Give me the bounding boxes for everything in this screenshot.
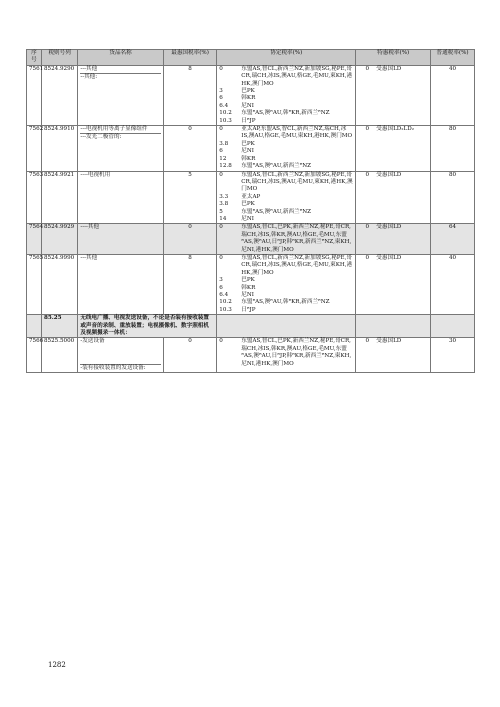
conventional-rate-value: 0: [219, 254, 223, 261]
row-code: 8524.9921: [41, 171, 77, 224]
row-mfn: 5: [163, 171, 216, 224]
conventional-rate-value: 0: [219, 65, 223, 72]
conventional-rate-value: 3.3: [219, 193, 229, 200]
conventional-rate-parties: 东盟AS,智CL,新西兰NZ,新加坡SG,秘PE,哥CR,瑞CH,冰IS,澳AU,格GE,毛MU,柬KH,港HK,澳门MO: [241, 65, 353, 87]
row-name: -发送设备: [80, 338, 105, 345]
conventional-rate-parties: 韩KR: [241, 95, 256, 102]
conventional-rate-parties: 尼NI: [241, 292, 254, 298]
heading-seq: [27, 315, 42, 338]
row-conventional: [217, 65, 356, 125]
heading-description: 无线电广播、电视发送设备，不论是否装有接收装置或声音的录制、重放装置；电视摄像机、数字照相机及视频摄录一体机：: [78, 315, 217, 338]
header-general: 普通税率(%): [431, 50, 475, 66]
conventional-rate-parties: 亚太AP,东盟AS,智CL,新西兰NZ,瑞CH,冰IS,澳AU,格GE,毛MU,柬KH,港HK,澳门MO: [241, 126, 353, 140]
row-conventional: [217, 171, 356, 224]
conventional-rate-line: [219, 209, 353, 216]
conventional-rate-line: [219, 95, 353, 102]
conventional-rate-line: [219, 156, 353, 163]
conventional-rate-parties: 东盟AS,智CL,巴PK,新西兰NZ,秘PE,哥CR,瑞CH,冰IS,韩KR,澳AU,格GE,毛MU,东盟ᴿAS,澳ᴿAU,日ᴿJP,韩ᴿKR,新西兰ᴿNZ,柬KH,尼NI,港HK,澳门MO: [241, 338, 352, 367]
row-name: ---其他: [80, 65, 98, 72]
special-rate-line: [358, 224, 428, 231]
conventional-rate-line: [219, 163, 353, 170]
special-rate-line: [358, 172, 428, 179]
conventional-rate-parties: 尼NI: [241, 215, 254, 222]
row-mfn: 0: [163, 126, 216, 171]
conventional-rate-value: 3: [219, 88, 223, 95]
conventional-rate-value: 6.4: [219, 292, 229, 298]
row-mfn: 8: [163, 65, 216, 125]
row-special: [356, 338, 431, 373]
special-rate-value: 0: [365, 224, 370, 231]
special-rate-value: 0: [365, 338, 370, 345]
header-special: 特惠税率(%): [356, 50, 431, 66]
conventional-rate-parties: 日ᴿJP: [241, 306, 256, 313]
table-header-row: [27, 50, 475, 66]
header-conventional: 协定税率(%): [217, 50, 356, 66]
special-rate-value: 0: [365, 254, 370, 261]
row-special: [356, 126, 431, 171]
table-row: [27, 224, 475, 255]
row-name: ----电视机用: [80, 171, 111, 178]
conventional-rate-line: [219, 172, 353, 194]
conventional-rate-line: [219, 110, 353, 117]
row-general: 80: [431, 171, 475, 224]
special-rate-parties: 受惠国LD: [376, 338, 402, 345]
conventional-rate-parties: 巴PK: [241, 277, 255, 284]
row-general: 80: [431, 126, 475, 171]
row-seq: 7563: [27, 171, 42, 224]
conventional-rate-value: 3.8: [219, 201, 229, 208]
conventional-rate-line: [219, 255, 353, 277]
conventional-rate-line: [219, 141, 353, 148]
heading-blank: [217, 315, 356, 338]
conventional-rate-line: [219, 126, 353, 141]
conventional-rate-value: 6: [219, 95, 223, 102]
row-conventional: [217, 338, 356, 373]
tariff-table: [26, 49, 475, 373]
special-rate-parties: 受惠国LD: [376, 65, 402, 72]
conventional-rate-line: [219, 118, 353, 125]
conventional-rate-value: 12: [219, 155, 227, 162]
row-name-cell: [78, 224, 164, 255]
conventional-rate-parties: 尼NI: [241, 148, 254, 155]
row-seq: 7562: [27, 126, 42, 171]
special-rate-value: 0: [365, 171, 370, 178]
conventional-rate-parties: 东盟AS,智CL,新西兰NZ,新加坡SG,秘PE,哥CR,瑞CH,冰IS,澳AU,毛MU,柬KH,港HK,澳门MO: [241, 171, 353, 193]
row-code: 8524.9290: [41, 65, 77, 125]
row-general: 64: [431, 224, 475, 255]
conventional-rate-value: 10.3: [219, 306, 232, 313]
row-name-cell: [78, 254, 164, 314]
conventional-rate-value: 14: [219, 215, 227, 222]
row-seq: 7566: [27, 338, 42, 373]
conventional-rate-parties: 东盟AS,智CL,巴PK,新西兰NZ,秘PE,哥CR,瑞CH,冰IS,韩KR,澳AU,格GE,毛MU,东盟ᴿAS,澳ᴿAU,日ᴿJP,韩ᴿKR,新西兰ᴿNZ,柬KH,尼NI,港HK,澳门MO: [241, 224, 352, 253]
page-number: 1282: [48, 661, 66, 669]
row-name-cell: [78, 338, 164, 373]
conventional-rate-parties: 韩KR: [241, 155, 256, 162]
row-mfn: 0: [163, 338, 216, 373]
row-general: 40: [431, 65, 475, 125]
heading-blank: [356, 315, 431, 338]
header-name: 货品名称: [78, 50, 164, 66]
conventional-rate-value: 10.3: [219, 117, 232, 124]
subheading-label: -装有接收装置的发送设备:: [80, 364, 161, 372]
conventional-rate-parties: 韩KR: [241, 284, 256, 291]
special-rate-parties: 受惠国LD₂LD₂: [376, 126, 414, 133]
conventional-rate-value: 6: [219, 148, 223, 155]
subheading-label: --其他:: [80, 73, 161, 81]
header-seq: 序号: [27, 50, 42, 66]
row-general: 30: [431, 338, 475, 373]
row-name-cell: [78, 171, 164, 224]
row-code: 8524.9929: [41, 224, 77, 255]
row-general: 40: [431, 254, 475, 314]
conventional-rate-parties: 巴PK: [241, 88, 255, 95]
conventional-rate-value: 6: [219, 284, 223, 291]
subheading-label: ---发光二极管的:: [80, 133, 161, 141]
special-rate-value: 0: [365, 126, 370, 133]
conventional-rate-value: 0: [219, 224, 223, 231]
heading-code: 85.25: [41, 315, 77, 338]
row-seq: 7561: [27, 65, 42, 125]
conventional-rate-value: 0: [219, 171, 223, 178]
conventional-rate-line: [219, 148, 353, 155]
conventional-rate-parties: 东盟AS,智CL,新西兰NZ,新加坡SG,秘PE,哥CR,瑞CH,冰IS,澳AU,格GE,毛MU,柬KH,港HK,澳门MO: [241, 254, 353, 276]
row-name-cell: [78, 126, 164, 171]
conventional-rate-line: [219, 338, 353, 368]
conventional-rate-value: 3: [219, 277, 223, 284]
row-seq: 7565: [27, 254, 42, 314]
special-rate-value: 0: [365, 65, 370, 72]
row-code: 8524.9990: [41, 254, 77, 314]
conventional-rate-value: 3.8: [219, 140, 229, 147]
row-name: ---电视机用等离子显像组件: [80, 126, 148, 133]
special-rate-parties: 受惠国LD: [376, 254, 402, 261]
conventional-rate-value: 5: [219, 208, 223, 215]
conventional-rate-line: [219, 307, 353, 314]
conventional-rate-parties: 东盟ᴿAS,澳ᴿAU,新西兰ᴿNZ: [241, 208, 312, 215]
header-code: 税则号列: [41, 50, 77, 66]
conventional-rate-parties: 亚太AP: [241, 193, 261, 200]
conventional-rate-value: 0: [219, 126, 223, 133]
conventional-rate-value: 6.4: [219, 102, 229, 109]
row-special: [356, 171, 431, 224]
conventional-rate-line: [219, 216, 353, 223]
conventional-rate-line: [219, 299, 353, 306]
conventional-rate-value: 10.2: [219, 299, 232, 306]
special-rate-line: [358, 338, 428, 345]
special-rate-line: [358, 66, 428, 73]
special-rate-parties: 受惠国LD: [376, 171, 402, 178]
heading-blank: [431, 315, 475, 338]
row-seq: 7564: [27, 224, 42, 255]
row-conventional: [217, 254, 356, 314]
conventional-rate-line: [219, 201, 353, 208]
conventional-rate-parties: 东盟ᴿAS,澳ᴿAU,韩ᴿKR,新西兰ᴿNZ: [241, 110, 330, 117]
conventional-rate-line: [219, 224, 353, 254]
conventional-rate-line: [219, 66, 353, 88]
header-mfn: 最惠国税率(%): [163, 50, 216, 66]
row-conventional: [217, 126, 356, 171]
conventional-rate-parties: 日ᴿJP: [241, 117, 256, 124]
special-rate-line: [358, 126, 428, 133]
row-name: ---其他: [80, 254, 98, 261]
conventional-rate-line: [219, 194, 353, 201]
conventional-rate-parties: 东盟ᴿAS,澳ᴿAU,韩ᴿKR,新西兰ᴿNZ: [241, 299, 330, 306]
table-row: [27, 65, 475, 125]
table-body: [27, 65, 475, 372]
row-mfn: 0: [163, 224, 216, 255]
table-row: [27, 338, 475, 373]
row-special: [356, 65, 431, 125]
row-name: ----其他: [80, 224, 100, 231]
conventional-rate-parties: 东盟ᴿAS,澳ᴿAU,新西兰ᴿNZ: [241, 163, 312, 170]
row-code: 8524.9910: [41, 126, 77, 171]
table-row: [27, 254, 475, 314]
row-mfn: 8: [163, 254, 216, 314]
special-rate-parties: 受惠国LD: [376, 224, 402, 231]
conventional-rate-value: 0: [219, 338, 223, 345]
row-special: [356, 254, 431, 314]
row-special: [356, 224, 431, 255]
conventional-rate-parties: 巴PK: [241, 140, 255, 147]
special-rate-line: [358, 255, 428, 262]
row-name-cell: [78, 65, 164, 125]
conventional-rate-line: [219, 285, 353, 292]
conventional-rate-parties: 巴PK: [241, 201, 255, 208]
tariff-sheet: [26, 49, 475, 373]
table-row: [27, 126, 475, 171]
heading-row: [27, 315, 475, 338]
row-code: 8525.5000: [41, 338, 77, 373]
conventional-rate-line: [219, 277, 353, 284]
conventional-rate-parties: 尼NI: [241, 102, 254, 109]
table-row: [27, 171, 475, 224]
conventional-rate-line: [219, 88, 353, 95]
conventional-rate-value: 10.2: [219, 110, 232, 117]
conventional-rate-value: 12.8: [219, 163, 232, 170]
row-conventional: [217, 224, 356, 255]
